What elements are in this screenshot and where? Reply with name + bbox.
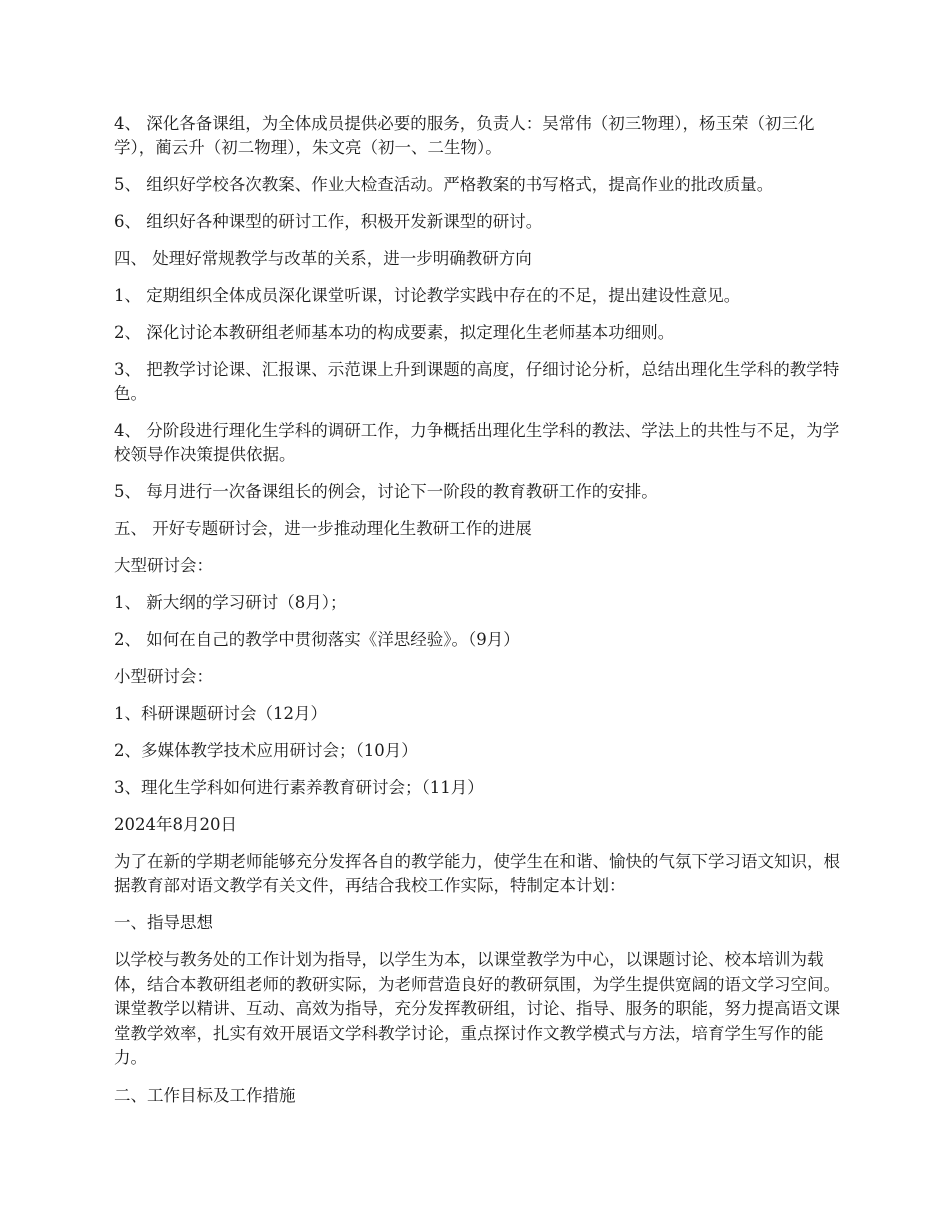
paragraph-item-2-basic-skills: 2、 深化讨论本教研组老师基本功的构成要素，拟定理化生老师基本功细则。 — [114, 323, 675, 342]
list-item-small-3: 3、理化生学科如何进行素养教育研讨会；（11月） — [114, 778, 484, 797]
paragraph-item-1-observation: 1、 定期组织全体成员深化课堂听课，讨论教学实践中存在的不足，提出建设性意见。 — [114, 286, 741, 305]
section-heading-goals-measures: 二、工作目标及工作措施 — [114, 1085, 296, 1105]
paragraph-item-4-subject-groups: 4、 深化各备课组，为全体成员提供必要的服务，负责人：吴常伟（初三物理），杨玉荣（初三化学），蔺云升（初二物理），朱文亮（初一、二生物）。 — [114, 114, 815, 157]
list-item-large-2: 2、 如何在自己的教学中贯彻落实《洋思经验》。（9月） — [114, 630, 520, 649]
section-heading-guiding-ideology: 一、指导思想 — [114, 913, 213, 932]
document-date: 2024年8月20日 — [114, 815, 237, 834]
paragraph-item-6-lesson-types: 6、 组织好各种课型的研讨工作，积极开发新课型的研讨。 — [114, 212, 543, 231]
intro-paragraph: 为了在新的学期老师能够充分发挥各自的教学能力，使学生在和谐、愉快的气氛下学习语文知识，根据教育部对语文教学有关文件，再结合我校工作实际，特制定本计划： — [114, 852, 840, 895]
paragraph-item-3-research-lessons: 3、 把教学讨论课、汇报课、示范课上升到课题的高度，仔细讨论分析，总结出理化生学科的教学特色。 — [114, 360, 840, 403]
subheading-small-seminars: 小型研讨会： — [114, 667, 213, 686]
section-heading-5: 五、 开好专题研讨会，进一步推动理化生教研工作的进展 — [114, 519, 532, 538]
section-heading-4: 四、 处理好常规教学与改革的关系，进一步明确教研方向 — [114, 249, 532, 268]
paragraph-item-5-monthly-meeting: 5、 每月进行一次备课组长的例会，讨论下一阶段的教育教研工作的安排。 — [114, 482, 658, 501]
list-item-small-2: 2、多媒体教学技术应用研讨会；（10月） — [114, 741, 418, 760]
list-item-small-1: 1、科研课题研讨会（12月） — [114, 704, 327, 723]
list-item-large-1: 1、 新大纲的学习研讨（8月）； — [114, 593, 347, 612]
subheading-large-seminars: 大型研讨会： — [114, 556, 213, 575]
guiding-ideology-paragraph: 以学校与教务处的工作计划为指导，以学生为本，以课堂教学为中心，以课题讨论、校本培训为载体，结合本教研组老师的教研实际，为老师营造良好的教研氛围，为学生提供宽阔的语文学习空间。课堂教学以精讲、互动、高效为指导，充分发挥教研组，讨论、指导、服务的职能，努力提高语文课堂教学效率，扎实有效开展语文学科教学讨论，重点探讨作文教学模式与方法，培育学生写作的能力。 — [114, 950, 840, 1067]
paragraph-item-4-survey: 4、 分阶段进行理化生学科的调研工作，力争概括出理化生学科的教法、学法上的共性与不足，为学校领导作决策提供依据。 — [114, 421, 840, 464]
paragraph-item-5-inspection: 5、 组织好学校各次教案、作业大检查活动。严格教案的书写格式，提高作业的批改质量。 — [114, 175, 774, 194]
